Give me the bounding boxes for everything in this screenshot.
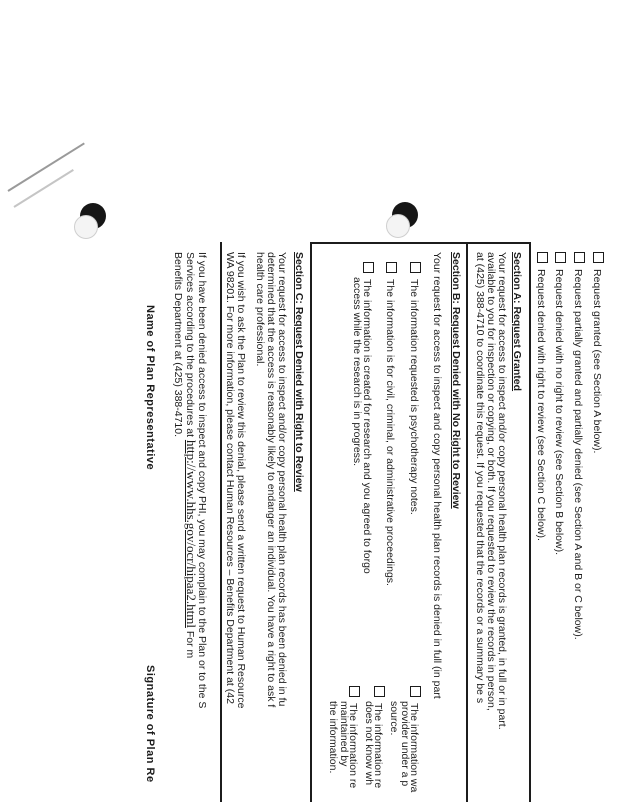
section-c-heading: Section C: Request Denied with Right to Review — [293, 252, 305, 492]
section-c-line: Your request for access to inspect and/or copy personal health plan records has been denied in fu — [276, 252, 288, 707]
section-rule — [466, 242, 468, 802]
checkbox[interactable] — [374, 686, 385, 697]
checkbox[interactable] — [574, 252, 585, 263]
section-b-item[interactable]: The information requested is psychotherapy notes. — [408, 262, 421, 515]
checkbox[interactable] — [363, 262, 374, 273]
section-rule — [310, 242, 312, 802]
section-b-right-item[interactable]: The information wa — [408, 686, 421, 792]
section-b-item[interactable]: The information is for civil, criminal, or administrative proceedings. — [384, 262, 397, 586]
section-b-right-item[interactable]: The information re — [372, 686, 385, 788]
section-b-right-line: the information. — [327, 701, 339, 774]
section-c-review-line: If you wish to ask the Plan to review this denial, please send a written request to Human Resource — [235, 252, 247, 709]
option-denied-with-review[interactable]: Request denied with right to review (see Section C below). — [535, 252, 548, 541]
complaint-line: Benefits Department at (425) 388-4710. — [172, 252, 184, 438]
section-a-heading: Section A: Request Granted — [511, 252, 523, 392]
checkbox[interactable] — [386, 262, 397, 273]
section-a-line: at (425) 388-4710 to coordinate this request. If you requested that the records or a summary be s — [474, 252, 486, 704]
plan-representative-signature-label: Signature of Plan Re — [144, 665, 156, 783]
complaint-line: Services according to the procedures at http://www.hhs.gov/ocr/hipaa2.html For m — [184, 252, 199, 659]
option-request-granted[interactable]: Request granted (see Section A below). — [591, 252, 604, 453]
section-b-right-line: maintained by — [338, 701, 350, 767]
option-denied-no-review[interactable]: Request denied with no right to review (see Section B below). — [553, 252, 566, 555]
section-b-right-item[interactable]: The information re — [347, 686, 360, 788]
complaint-line: If you have been denied access to inspect and copy PHI, you may complain to the Plan or to the S — [196, 252, 208, 709]
section-c-review-line: WA 98201. For more information, please contact Human Resources – Benefits Department at (42 — [224, 252, 236, 704]
checkbox[interactable] — [555, 252, 566, 263]
section-b-right-line: source. — [388, 701, 400, 736]
section-rule — [220, 242, 222, 802]
section-c-line: health care professional. — [254, 252, 266, 367]
section-b-right-line: does not know wh — [363, 701, 375, 786]
section-a-line: Your request for access to inspect and/or copy personal health plan records is granted, in full or in part. — [496, 252, 508, 730]
section-a-line: available to you for inspection or copying, or both. If you requested to review the records in person, — [485, 252, 497, 711]
section-rule — [529, 242, 531, 802]
section-b-item[interactable]: The information is created for research and you agreed to forgo — [361, 262, 374, 574]
option-partially-granted[interactable]: Request partially granted and partially denied (see Section A and B or C below). — [572, 252, 585, 640]
section-c-line: determined that the access is reasonably likely to endanger an individual. You have a right to ask f — [265, 252, 277, 708]
checkbox[interactable] — [410, 262, 421, 273]
hhs-hipaa-link[interactable]: http://www.hhs.gov/ocr/hipaa2.html — [184, 439, 199, 628]
section-b-item-continued: access while the research is in progress. — [351, 277, 363, 467]
plan-representative-name-label: Name of Plan Representative — [144, 305, 156, 471]
section-b-intro: Your request for access to inspect and copy personal health plan records is denied in full (in part — [431, 252, 443, 699]
checkbox[interactable] — [410, 686, 421, 697]
checkbox[interactable] — [593, 252, 604, 263]
checkbox[interactable] — [537, 252, 548, 263]
checkbox[interactable] — [349, 686, 360, 697]
section-b-heading: Section B: Request Denied with No Right to Review — [450, 252, 462, 509]
box-left-border — [310, 242, 531, 244]
section-b-right-line: provider under a p — [399, 701, 411, 787]
